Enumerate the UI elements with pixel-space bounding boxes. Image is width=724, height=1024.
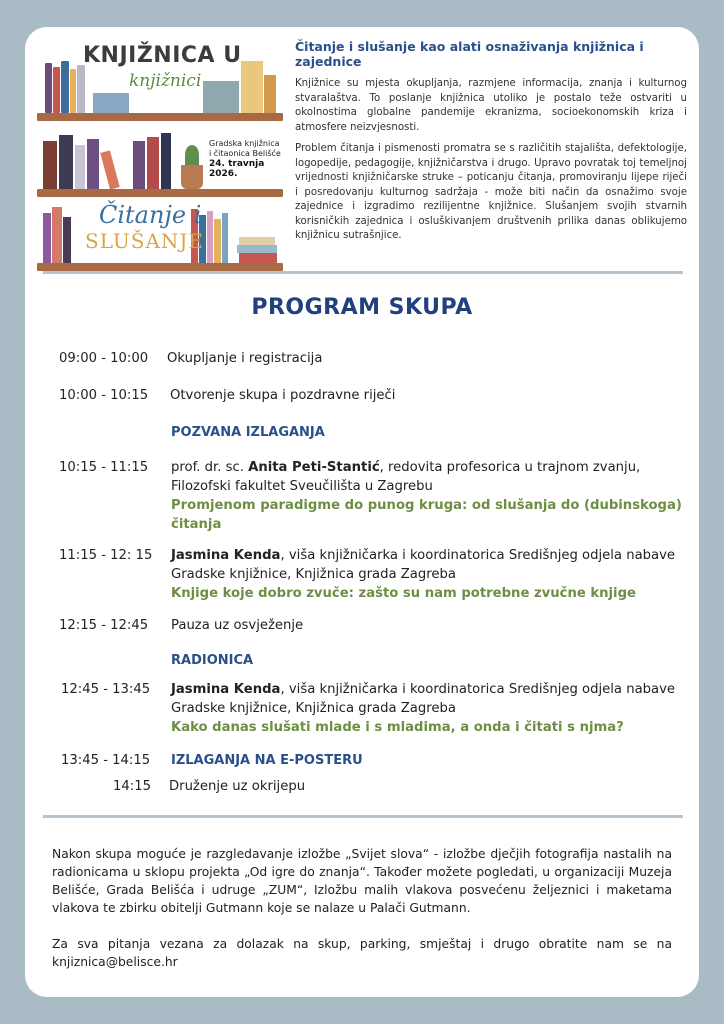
logo-subtitle: knjižnici bbox=[129, 71, 202, 91]
header-illustration bbox=[33, 41, 287, 273]
logo2-line1: Čitanje i bbox=[99, 201, 202, 229]
speaker-title: prof. dr. sc. bbox=[171, 460, 249, 475]
divider-bottom bbox=[43, 815, 683, 818]
speaker-name: Anita Peti-Stantić bbox=[248, 460, 380, 475]
program-title: PROGRAM SKUPA bbox=[251, 295, 473, 320]
speaker-name: Jasmina Kenda bbox=[171, 682, 281, 697]
intro-paragraph-2: Problem čitanja i pismenosti promatra se s različitih stajališta, defektologije, logopedije, pedagogije, knjižničarstva i drugo. Upravo povratak toj temeljnoj vrijednosti knjižničarske struke – poticanju čitanja, promoviranju lijepe riječi i posredovanju kulturnog sadržaja - može biti način da osnažimo svoje zajednice i izgradimo rezilijentne knjižnice. Slušanjem svojih stvarnih korisničkih zajednica i osluškivanjem društvenih prilika danas oblikujemo knjižnicu sutrašnjice. bbox=[295, 143, 687, 241]
agenda-time: 13:45 - 14:15 bbox=[61, 753, 151, 768]
agenda-desc: Okupljanje i registracija bbox=[167, 351, 323, 366]
logo2-line2: SLUŠANJE bbox=[85, 229, 205, 253]
agenda-time: 10:15 - 11:15 bbox=[59, 460, 149, 475]
agenda-time: 14:15 bbox=[113, 779, 152, 794]
agenda-desc bbox=[171, 680, 699, 737]
agenda-desc: Otvorenje skupa i pozdravne riječi bbox=[170, 388, 396, 403]
section-heading: POZVANA IZLAGANJA bbox=[171, 425, 325, 440]
intro-paragraph-1: Knjižnice su mjesta okupljanja, razmjene informacija, znanja i kulturnog stvaralaštva. To poslanje knjižnica utoliko je postalo teže ostvariti u okolnostima globalne pandemije ekranizma, socioekonomskih kriza i atmosfere neizvjesnosti. bbox=[295, 78, 687, 133]
speaker-name: Jasmina Kenda bbox=[171, 548, 281, 563]
footer-paragraph-1: Nakon skupa moguće je razgledavanje izložbe „Svijet slova“ - izložbe dječjih fotografija nastalih na radionicama u sklopu projekta „Od igre do znanja“. Također možete pogledati, u organizaciji Muzeja Belišće, Grada Belišća i udruge „ZUM“, Izložbu malih vlakova posvećenu željeznici i maketama vlakova te zbirku obitelji Gutmann koje se nalaze u Palači Gutmann. bbox=[52, 847, 672, 915]
organizer-line2: i čitaonica Belišće bbox=[209, 149, 281, 158]
agenda-time: 12:15 - 12:45 bbox=[59, 618, 149, 633]
talk-title: Promjenom paradigme do punog kruga: od slušanja do (dubinskoga) čitanja bbox=[171, 498, 682, 532]
organizer-info bbox=[209, 139, 287, 179]
intro-section bbox=[295, 39, 687, 251]
organizer-line1: Gradska knjižnica bbox=[209, 139, 280, 148]
speaker-affiliation: Gradske knjižnice, Knjižnica grada Zagreba bbox=[171, 567, 456, 582]
speaker-role: , redovita profesorica u trajnom zvanju, bbox=[379, 460, 641, 475]
flyer-card bbox=[25, 27, 699, 997]
speaker-role: , viša knjižničarka i koordinatorica Središnjeg odjela nabave bbox=[280, 548, 676, 563]
speaker-role: , viša knjižničarka i koordinatorica Središnjeg odjela nabave bbox=[280, 682, 676, 697]
logo-title: KNJIŽNICA U bbox=[83, 43, 242, 68]
agenda-desc: Druženje uz okrijepu bbox=[169, 779, 306, 794]
agenda-time: 11:15 - 12: 15 bbox=[59, 548, 153, 563]
agenda-desc: IZLAGANJA NA E-POSTERU bbox=[171, 753, 363, 768]
agenda-desc bbox=[171, 458, 699, 534]
speaker-affiliation: Filozofski fakultet Sveučilišta u Zagrebu bbox=[171, 479, 433, 494]
event-date: 24. travnja 2026. bbox=[209, 159, 265, 179]
footer-paragraph-2: Za sva pitanja vezana za dolazak na skup, parking, smještaj i drugo obratite nam se na knjiznica@belisce.hr bbox=[52, 937, 672, 969]
agenda-time: 10:00 - 10:15 bbox=[59, 388, 149, 403]
agenda-desc: Pauza uz osvježenje bbox=[171, 618, 304, 633]
intro-heading: Čitanje i slušanje kao alati osnaživanja knjižnica i zajednice bbox=[295, 39, 644, 69]
footer-section bbox=[52, 845, 672, 989]
talk-title: Kako danas slušati mlade i s mladima, a onda i čitati s njma? bbox=[171, 720, 624, 735]
divider-top bbox=[43, 271, 683, 274]
agenda-time: 09:00 - 10:00 bbox=[59, 351, 149, 366]
agenda-time: 12:45 - 13:45 bbox=[61, 682, 151, 697]
speaker-affiliation: Gradske knjižnice, Knjižnica grada Zagreba bbox=[171, 701, 456, 716]
talk-title: Knjige koje dobro zvuče: zašto su nam potrebne zvučne knjige bbox=[171, 586, 636, 601]
section-heading: RADIONICA bbox=[171, 653, 254, 668]
agenda-desc bbox=[171, 546, 699, 603]
